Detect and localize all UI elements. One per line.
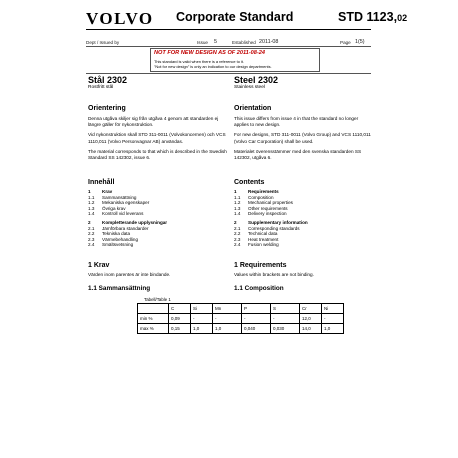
left-orientation-heading: Orientering: [88, 105, 126, 112]
table-cell: 1,0: [213, 324, 242, 334]
toc-label: Supplementary information: [248, 219, 308, 225]
table-cell: min %: [138, 314, 169, 324]
toc-number: 2.3: [234, 236, 241, 242]
toc-label: Mechanical properties: [248, 200, 293, 206]
toc-label: Corresponding standards: [248, 225, 300, 231]
right-contents: [234, 179, 374, 248]
right-title: Steel 2302: [234, 75, 279, 85]
table-cell: C: [169, 304, 191, 314]
toc-number: 1: [88, 189, 91, 194]
table-cell: max %: [138, 324, 169, 334]
toc-number: 1.4: [88, 211, 95, 217]
toc-label: Delivery inspection: [248, 211, 287, 217]
dept-label: Dept / Issued by: [86, 40, 120, 45]
table-cell: -: [213, 314, 242, 324]
composition-table: [137, 303, 344, 334]
right-requirements-text: Values within brackets are not binding.: [234, 272, 314, 277]
toc-label: Jämförbara standarder: [102, 225, 149, 231]
toc-item: [234, 242, 374, 248]
table-cell: 0,040: [242, 324, 271, 334]
right-column-english: [234, 75, 374, 91]
toc-label: Kompletterande upplysningar: [102, 219, 168, 225]
table-cell: -: [322, 314, 344, 324]
toc-number: 2.4: [234, 242, 241, 248]
table-cell: S: [271, 304, 300, 314]
meta-rule: [86, 46, 371, 47]
right-orientation: [234, 105, 374, 161]
toc-label: Värmebehandling: [102, 236, 139, 242]
toc-label: Mekaniska egenskaper: [102, 200, 150, 206]
left-orientation-p1: Denna utgåva skiljer sig från utgåva 4 genom att standarden ej längre gäller för nykonstruktion.: [88, 116, 219, 128]
table-row: [138, 314, 344, 324]
right-requirements-heading: 1 Requirements: [234, 262, 287, 269]
left-title: Stål 2302: [88, 75, 128, 85]
toc-number: 1.2: [234, 200, 241, 206]
table-cell: 1,0: [322, 324, 344, 334]
right-orientation-p2: For new designs, STD 311-0011 (Volvo Group) and VCS 1110,011 (Volvo Car Corporation) shall be used.: [234, 132, 371, 144]
table-cell: 0,030: [271, 324, 300, 334]
table-row: [138, 324, 344, 334]
notice-line-2: "Not for new design" is only an indication to our design departments.: [154, 64, 272, 69]
page-label: Page: [340, 40, 351, 45]
table-cell: 12,0: [300, 314, 322, 324]
left-orientation-p3: The material corresponds to that which is described in the Swedish Standard SS 142302, issue 6.: [88, 148, 227, 161]
table-cell: 1,0: [191, 324, 213, 334]
right-composition: [234, 285, 374, 292]
toc-number: 1: [234, 189, 237, 194]
standard-number: [338, 10, 407, 24]
left-composition: [88, 285, 228, 292]
volvo-logo: VOLVO: [86, 9, 154, 28]
notice-line-1: This standard is valid when there is a reference to it.: [154, 59, 244, 64]
toc-number: 1.2: [88, 200, 95, 206]
notice-title: NOT FOR NEW DESIGN AS OF 2011-08-24: [154, 50, 265, 56]
table-cell: 0,09: [169, 314, 191, 324]
table-cell: -: [242, 314, 271, 324]
left-requirements: [88, 262, 228, 278]
toc-label: Sammansättning: [102, 194, 137, 200]
left-orientation: [88, 105, 228, 161]
table-cell: [138, 304, 169, 314]
standard-issue-suffix: 02: [397, 13, 408, 23]
table-caption: Tabell/Table 1: [144, 297, 171, 302]
left-requirements-heading: 1 Krav: [88, 262, 110, 269]
toc-number: 2: [234, 219, 237, 225]
toc-item: [234, 211, 374, 217]
table-cell: P: [242, 304, 271, 314]
toc-number: 2.3: [88, 236, 95, 242]
toc-item: [88, 211, 228, 217]
toc-label: Krav: [102, 189, 113, 194]
toc-label: Övriga krav: [102, 205, 126, 211]
toc-label: Composition: [248, 194, 274, 200]
toc-number: 1.1: [234, 194, 241, 200]
right-toc: [234, 189, 374, 248]
toc-number: 2.2: [88, 231, 95, 237]
table-cell: Si: [191, 304, 213, 314]
right-subtitle: Stainless steel: [234, 85, 265, 90]
left-orientation-p2: Vid nykonstruktion skall STD 311-0011 (Volvokoncernen) och VCS 1110,011 (Volvo Personvagnar AB) användas.: [88, 132, 226, 144]
table-cell: 0,15: [169, 324, 191, 334]
table-cell: -: [271, 314, 300, 324]
left-contents-heading: Innehåll: [88, 179, 115, 186]
left-toc: [88, 189, 228, 248]
left-contents: [88, 179, 228, 248]
issue-label: Issue: [197, 40, 208, 45]
toc-number: 2.2: [234, 231, 241, 237]
toc-label: Heat treatment: [248, 236, 279, 242]
issue-value: 5: [214, 39, 217, 45]
left-column-swedish: [88, 75, 228, 91]
document-title: Corporate Standard: [176, 10, 294, 24]
toc-number: 2.1: [234, 225, 241, 231]
established-value: 2011-08: [259, 39, 279, 45]
toc-label: Technical data: [248, 231, 278, 237]
notice-rule: [86, 73, 371, 74]
toc-number: 2.1: [88, 225, 95, 231]
header-rule: [86, 29, 371, 30]
toc-number: 1.3: [234, 205, 241, 211]
established-label: Established: [232, 40, 256, 45]
table-cell: 14,0: [300, 324, 322, 334]
table-header-row: [138, 304, 344, 314]
left-requirements-text: Värden inom parentes är inte bindande.: [88, 272, 171, 277]
toc-number: 1.4: [234, 211, 241, 217]
right-orientation-p1: This issue differs from issue 4 in that the standard no longer applies to new design.: [234, 116, 359, 128]
toc-number: 2.4: [88, 242, 95, 248]
toc-label: Smältsvetsning: [102, 242, 134, 248]
standard-number-main: STD 1123,: [338, 10, 398, 24]
right-contents-heading: Contents: [234, 179, 265, 186]
toc-label: Requirements: [248, 189, 279, 194]
toc-number: 2: [88, 219, 91, 225]
left-subtitle: Rostfritt stål: [88, 85, 114, 90]
toc-label: Tekniska data: [102, 231, 131, 237]
not-for-new-design-notice: [150, 48, 320, 72]
table-cell: Mn: [213, 304, 242, 314]
toc-label: Kontroll vid leverans: [102, 211, 144, 217]
toc-number: 1.3: [88, 205, 95, 211]
toc-number: 1.1: [88, 194, 95, 200]
toc-label: Fusion welding: [248, 242, 279, 248]
right-orientation-heading: Orientation: [234, 105, 272, 112]
page-value: 1(5): [355, 39, 365, 45]
right-composition-heading: 1.1 Composition: [234, 285, 284, 292]
right-orientation-p3: Materialet överensstämmer med den svenska standarden SS 142302, utgåva 6.: [234, 148, 362, 161]
toc-label: Other requirements: [248, 205, 288, 211]
toc-item: [88, 242, 228, 248]
left-composition-heading: 1.1 Sammansättning: [88, 285, 151, 292]
table-cell: Ni: [322, 304, 344, 314]
right-requirements: [234, 262, 374, 278]
table-cell: -: [191, 314, 213, 324]
table-cell: Cr: [300, 304, 322, 314]
